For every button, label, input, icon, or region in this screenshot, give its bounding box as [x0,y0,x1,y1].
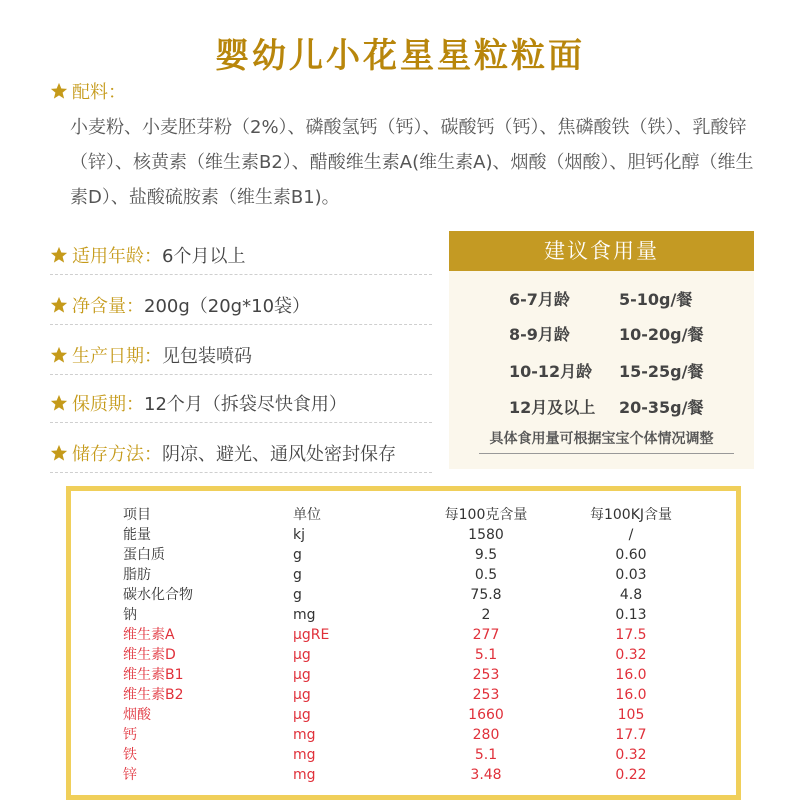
nutrient-per-100g: 277 [472,627,500,643]
info-label: 生产日期： [72,346,162,367]
nutrient-per-100kj: 16.0 [615,687,647,703]
nutrient-per-100g: 0.5 [474,567,498,583]
nutrient-name: 能量 [123,527,151,543]
nutrient-name: 钙 [123,727,137,743]
nutrient-per-100kj: 0.13 [615,607,647,623]
nutrient-unit: μg [293,647,311,663]
table-row [71,585,736,605]
intake-age: 6-7月龄 [509,290,570,309]
info-value: 200g（20g*10袋） [144,296,311,317]
star-icon [50,394,68,412]
column-header: 单位 [293,507,321,523]
nutrient-unit: μg [293,667,311,683]
nutrient-name: 维生素B2 [123,687,184,703]
info-value: 阴凉、避光、通风处密封保存 [162,444,396,465]
nutrient-unit: μgRE [293,627,330,643]
nutrient-unit: mg [293,747,316,763]
nutrient-name: 钠 [123,607,137,623]
nutrient-name: 烟酸 [123,707,151,723]
table-row [71,625,736,645]
nutrient-name: 蛋白质 [123,547,165,563]
intake-amount: 15-25g/餐 [619,362,704,381]
column-header: 每100KJ含量 [589,507,673,523]
nutrient-per-100g: 5.1 [474,647,498,663]
nutrient-unit: g [293,547,302,563]
intake-row [449,395,754,425]
recommended-intake-panel [449,231,754,469]
intake-row [449,287,754,317]
nutrient-unit: μg [293,687,311,703]
intake-row [449,359,754,389]
intake-amount: 5-10g/餐 [619,290,693,309]
info-value: 12个月（拆袋尽快食用） [144,394,347,415]
table-row [71,765,736,785]
nutrition-table [66,486,741,800]
table-header [71,505,736,525]
nutrient-per-100kj: 4.8 [619,587,643,603]
page-title: 婴幼儿小花星星粒粒面 [215,36,585,76]
recommended-intake-note: 具体食用量可根据宝宝个体情况调整 [489,431,714,447]
column-header: 每100克含量 [444,507,528,523]
nutrient-per-100kj: 17.7 [615,727,647,743]
table-row [71,725,736,745]
column-header: 项目 [123,507,151,523]
info-label: 保质期： [72,394,144,415]
nutrient-unit: kj [293,527,305,543]
nutrient-unit: mg [293,727,316,743]
nutrient-name: 维生素B1 [123,667,184,683]
table-row [71,665,736,685]
table-row [71,565,736,585]
nutrient-per-100g: 9.5 [474,547,498,563]
nutrient-unit: g [293,567,302,583]
table-row [71,525,736,545]
star-icon [50,82,68,100]
nutrient-per-100g: 253 [472,687,500,703]
table-row [71,745,736,765]
info-row [50,430,432,473]
nutrient-per-100kj: 105 [617,707,645,723]
nutrient-per-100g: 253 [472,667,500,683]
nutrient-name: 脂肪 [123,567,151,583]
intake-age: 10-12月龄 [509,362,593,381]
table-row [71,685,736,705]
star-icon [50,444,68,462]
nutrient-per-100g: 75.8 [470,587,502,603]
nutrient-per-100kj: 0.32 [615,647,647,663]
intake-amount: 10-20g/餐 [619,325,704,344]
table-row [71,645,736,665]
nutrient-name: 铁 [123,747,137,763]
nutrient-per-100g: 3.48 [470,767,502,783]
table-row [71,605,736,625]
info-row [50,232,432,275]
info-row [50,380,432,423]
intake-row [449,322,754,352]
info-row [50,282,432,325]
nutrient-name: 维生素D [123,647,176,663]
nutrient-unit: mg [293,767,316,783]
nutrient-unit: g [293,587,302,603]
nutrient-name: 维生素A [123,627,175,643]
nutrient-name: 碳水化合物 [123,587,193,603]
info-row [50,332,432,375]
recommended-intake-title: 建议食用量 [449,231,754,271]
nutrient-per-100kj: 0.22 [615,767,647,783]
nutrient-per-100kj: 0.60 [615,547,647,563]
star-icon [50,346,68,364]
divider [479,453,734,454]
info-label: 储存方法： [72,444,162,465]
intake-age: 12月及以上 [509,398,596,417]
star-icon [50,296,68,314]
nutrient-unit: mg [293,607,316,623]
info-label: 净含量： [72,296,144,317]
table-row [71,705,736,725]
star-icon [50,246,68,264]
nutrient-unit: μg [293,707,311,723]
info-label: 适用年龄： [72,246,162,267]
intake-amount: 20-35g/餐 [619,398,704,417]
nutrient-per-100kj: 0.32 [615,747,647,763]
nutrient-per-100kj: 0.03 [615,567,647,583]
nutrient-per-100g: 1580 [468,527,504,543]
table-row [71,545,736,565]
info-value: 6个月以上 [162,246,246,267]
nutrient-per-100g: 1660 [468,707,504,723]
ingredients-label: 配料： [72,82,126,103]
nutrient-per-100kj: 17.5 [615,627,647,643]
info-value: 见包装喷码 [162,346,252,367]
nutrient-per-100kj: 16.0 [615,667,647,683]
nutrient-name: 锌 [123,767,137,783]
nutrient-per-100g: 280 [472,727,500,743]
nutrient-per-100kj: / [628,527,634,543]
nutrient-per-100g: 2 [481,607,491,623]
intake-age: 8-9月龄 [509,325,570,344]
ingredients-text: 小麦粉、小麦胚芽粉（2%）、磷酸氢钙（钙）、碳酸钙（钙）、焦磷酸铁（铁）、乳酸锌（锌）、核黄素（维生素B2）、醋酸维生素A(维生素A)、烟酸（烟酸）、胆钙化醇（维生素D）、盐酸硫胺素（维生素B1)。 [70,117,754,208]
nutrient-per-100g: 5.1 [474,747,498,763]
